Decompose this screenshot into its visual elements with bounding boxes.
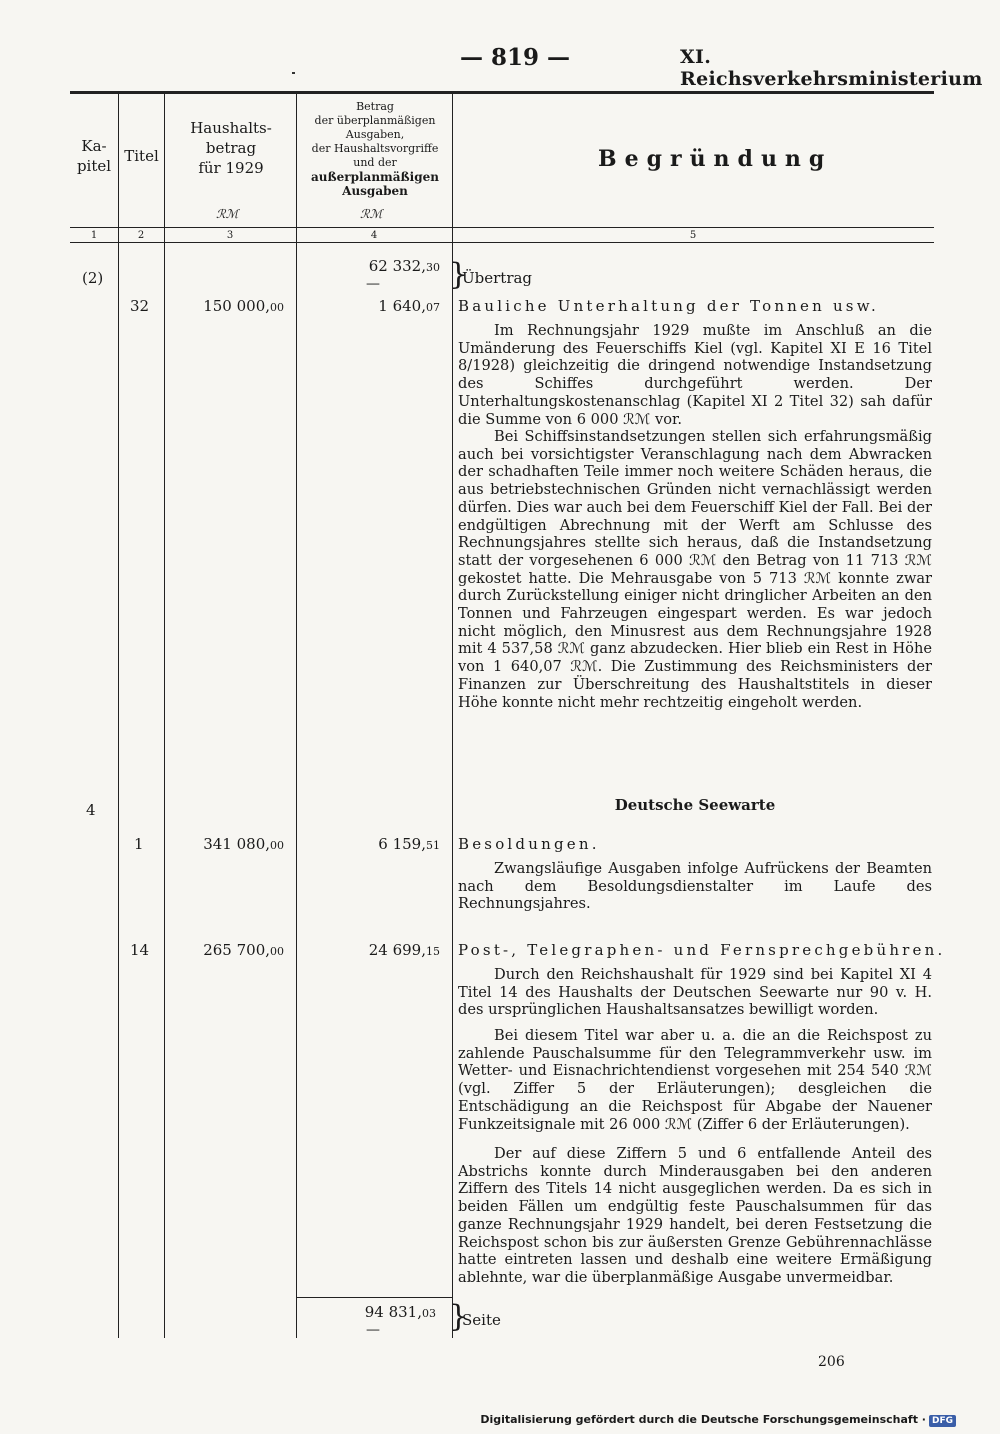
paragraph: Im Rechnungsjahr 1929 mußte im Anschluß an die Umänderung des Feuerschiffs Kiel (vgl. Kapitel XI E 16 Titel 8/1928) gleichzeitig die dringend notwendige Instandsetzung des Schiffes durchgeführt werden. Der Unterhaltungskostenanschlag (Kapitel XI 2 Titel 32) sah dafür die Summe von 6 000 ℛℳ vor. bbox=[458, 322, 932, 428]
brace: } bbox=[449, 257, 469, 292]
titel-value: 14 bbox=[130, 941, 150, 959]
sheet-number: 206 bbox=[818, 1354, 845, 1370]
col-header-haushalt: Haushalts- betrag für 1929 bbox=[190, 119, 272, 177]
amount-int: 24 699, bbox=[368, 941, 426, 959]
col-divider-2 bbox=[164, 91, 165, 1338]
betrag-line: außerplanmäßigen bbox=[311, 170, 439, 184]
digitization-credit bbox=[480, 1413, 956, 1427]
amount-dec: 00 bbox=[270, 945, 284, 958]
amount-dec: 07 bbox=[426, 301, 440, 314]
header-rule-1 bbox=[70, 227, 934, 228]
unit-label: ℛℳ bbox=[360, 207, 383, 221]
betrag-line: und der bbox=[353, 156, 397, 169]
unit-label: ℛℳ bbox=[216, 207, 239, 221]
page-total bbox=[300, 1302, 436, 1324]
page-number: — 819 — bbox=[460, 44, 571, 71]
paragraph: Zwangsläufige Ausgaben infolge Aufrückens der Beamten nach dem Besoldungsdienstalter im Laufe des Rechnungsjahres. bbox=[458, 860, 932, 913]
dash-mark: — bbox=[366, 276, 380, 292]
col-header-begruendung: Begründung bbox=[598, 146, 833, 172]
haushalt-value bbox=[166, 834, 284, 856]
col-header-titel: Titel bbox=[124, 147, 159, 165]
col-number: 5 bbox=[689, 230, 697, 241]
amount-int: 94 831, bbox=[364, 1303, 422, 1321]
sum-rule bbox=[296, 1297, 452, 1298]
amount-int: 6 159, bbox=[378, 835, 426, 853]
haushalt-value bbox=[166, 940, 284, 962]
paragraph: Der auf diese Ziffern 5 und 6 entfallende Anteil des Abstrichs konnte durch Minderausgaben bei den anderen Ziffern des Titels 14 nicht ausgeglichen werden. Da es sich in beiden Fällen um endgültig feste Pauschalsummen für das ganze Rechnungsjahr 1929 handelt, bei deren Festsetzung die Reichspost schon bis zur äußersten Grenze Gebührennachlässe hatte eintreten lassen und deshalb eine weitere Ermäßigung ablehnte, war die überplanmäßige Ausgabe unvermeidbar. bbox=[458, 1145, 932, 1286]
credit-text: Digitalisierung gefördert durch die Deutsche Forschungsgemeinschaft · bbox=[480, 1413, 926, 1426]
kapitel-value: (2) bbox=[82, 269, 104, 287]
dash-mark: — bbox=[366, 1322, 380, 1338]
brace: } bbox=[449, 1299, 469, 1334]
col-divider-1 bbox=[118, 91, 119, 1338]
paragraph: Bei Schiffsinstandsetzungen stellen sich erfahrungsmäßig auch bei vorsichtigster Veranschlagung nach dem Abwracken der schadhaften Teile immer noch weitere Schäden heraus, die aus betriebstechnischen Gründen nicht vernachlässigt werden dürfen. Dies war auch bei dem Feuerschiff Kiel der Fall. Bei der endgültigen Abrechnung mit der Werft am Schlusse des Rechnungsjahres stellte sich heraus, daß die Instandsetzung statt der vorgesehenen 6 000 ℛℳ den Betrag von 11 713 ℛℳ gekostet hatte. Die Mehrausgabe von 5 713 ℛℳ konnte zwar durch Zurückstellung einiger nicht dringlicher Arbeiten an den Tonnen und Fahrzeugen eingespart werden. Es war jedoch nicht möglich, den Minusrest aus dem Rechnungsjahre 1928 mit 4 537,58 ℛℳ ganz abzudecken. Hier blieb ein Rest in Höhe von 1 640,07 ℛℳ. Die Zustimmung des Reichsministers der Finanzen zur Überschreitung des Haushaltstitels in dieser Höhe konnte nicht mehr rechtzeitig eingeholt werden. bbox=[458, 428, 932, 711]
chapter-heading: Deutsche Seewarte bbox=[614, 796, 776, 814]
betrag-value bbox=[300, 834, 440, 856]
kapitel-value: 4 bbox=[86, 801, 96, 819]
paragraph: Bei diesem Titel war aber u. a. die an die Reichspost zu zahlende Pauschalsumme für den Telegrammverkehr usw. im Wetter- und Eisnachrichtendienst vorgesehen mit 254 540 ℛℳ (vgl. Ziffer 5 der Erläuterungen); desgleichen die Entschädigung an die Reichspost für Abgabe der Nauener Funkzeitsignale mit 26 000 ℛℳ (Ziffer 6 der Erläuterungen). bbox=[458, 1027, 932, 1133]
amount-dec: 51 bbox=[426, 839, 440, 852]
col-header-betrag bbox=[298, 100, 452, 198]
table-top-rule bbox=[70, 91, 934, 94]
section-heading: Bauliche Unterhaltung der Tonnen usw. bbox=[458, 297, 879, 315]
amount-dec: 15 bbox=[426, 945, 440, 958]
amount-int: 341 080, bbox=[203, 835, 270, 853]
amount-int: 1 640, bbox=[378, 297, 426, 315]
betrag-line: der überplanmäßigen bbox=[314, 114, 436, 127]
carry-label: Übertrag bbox=[462, 269, 533, 287]
betrag-line: Ausgaben, bbox=[345, 128, 405, 141]
betrag-line: Ausgaben bbox=[342, 184, 408, 198]
amount-int: 150 000, bbox=[203, 297, 270, 315]
paragraph: Durch den Reichshaushalt für 1929 sind bei Kapitel XI 4 Titel 14 des Haushalts der Deutschen Seewarte nur 90 v. H. des ursprünglichen Haushaltsansatzes bewilligt worden. bbox=[458, 966, 932, 1019]
col-number: 1 bbox=[90, 230, 98, 241]
titel-value: 32 bbox=[130, 297, 150, 315]
amount-dec: 03 bbox=[422, 1307, 436, 1320]
amount-dec: 00 bbox=[270, 839, 284, 852]
betrag-line: der Haushaltsvorgriffe bbox=[311, 142, 439, 155]
col-number: 2 bbox=[137, 230, 145, 241]
dfg-logo: DFG bbox=[929, 1415, 956, 1427]
amount-int: 62 332, bbox=[368, 257, 426, 275]
section-heading: Post-, Telegraphen- und Fernsprechgebühren. bbox=[458, 941, 946, 959]
print-speck bbox=[292, 72, 295, 74]
total-label: Seite bbox=[462, 1311, 501, 1329]
betrag-value bbox=[300, 296, 440, 318]
amount-dec: 00 bbox=[270, 301, 284, 314]
haushalt-value bbox=[166, 296, 284, 318]
col-number: 4 bbox=[370, 230, 378, 241]
titel-value: 1 bbox=[134, 835, 144, 853]
col-divider-3 bbox=[296, 91, 297, 1338]
header-rule-2 bbox=[70, 242, 934, 243]
betrag-value bbox=[300, 940, 440, 962]
betrag-line: Betrag bbox=[356, 100, 394, 113]
ministry-title: XI. Reichsverkehrsministerium bbox=[680, 46, 983, 90]
col-header-kapitel: Ka- pitel bbox=[76, 137, 112, 175]
amount-int: 265 700, bbox=[203, 941, 270, 959]
amount-dec: 30 bbox=[426, 261, 440, 274]
col-number: 3 bbox=[226, 230, 234, 241]
carry-amount bbox=[300, 256, 440, 278]
section-heading: Besoldungen. bbox=[458, 835, 600, 853]
